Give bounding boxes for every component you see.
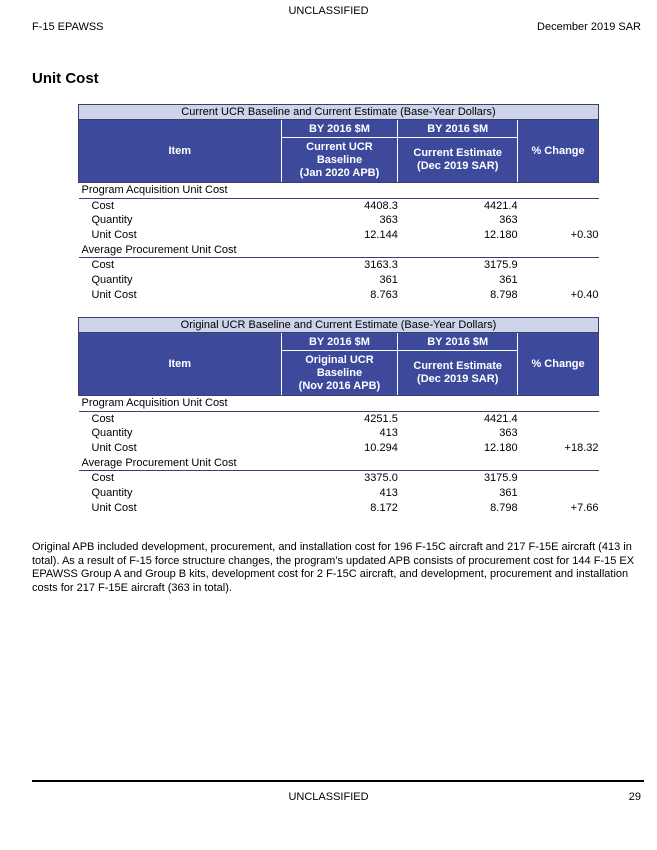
percent-change-value: +0.30 <box>570 228 599 241</box>
baseline-header-line: (Jan 2020 APB) <box>299 166 380 179</box>
group-label: Program Acquisition Unit Cost <box>81 397 228 409</box>
estimate-value: 12.180 <box>483 228 518 241</box>
table-row <box>79 288 599 303</box>
table-row <box>79 441 599 456</box>
row-label: Cost <box>79 411 282 426</box>
baseline-header-line: Current UCR <box>306 140 373 153</box>
table-row <box>79 426 599 441</box>
baseline-header-line: (Nov 2016 APB) <box>298 379 381 392</box>
baseline-header-line: Baseline <box>316 153 363 166</box>
row-label: Unit Cost <box>91 441 137 454</box>
estimate-column-header <box>398 138 518 183</box>
estimate-value: 3175.9 <box>398 258 518 273</box>
group-row <box>79 396 599 412</box>
estimate-currency-header: BY 2016 $M <box>398 120 518 138</box>
estimate-header-line: (Dec 2019 SAR) <box>417 160 499 172</box>
percent-change-value <box>518 258 599 273</box>
group-label: Average Procurement Unit Cost <box>81 243 237 256</box>
estimate-value: 361 <box>499 486 518 499</box>
baseline-value: 4251.5 <box>281 411 398 426</box>
table-row <box>79 486 599 501</box>
table-row <box>79 258 599 273</box>
baseline-value: 413 <box>379 486 398 499</box>
percent-change-value <box>518 426 599 441</box>
baseline-column-header <box>281 351 398 396</box>
baseline-value: 8.172 <box>370 501 398 514</box>
estimate-header-line: (Dec 2019 SAR) <box>417 373 499 385</box>
baseline-column-header <box>281 138 398 183</box>
row-label: Unit Cost <box>91 288 137 301</box>
table-row <box>79 273 599 288</box>
header-classification: UNCLASSIFIED <box>288 5 369 17</box>
baseline-value: 3163.3 <box>281 258 398 273</box>
table-caption: Original UCR Baseline and Current Estimate (Base-Year Dollars) <box>79 318 599 333</box>
section-title: Unit Cost <box>32 70 99 87</box>
estimate-value: 361 <box>499 273 518 286</box>
table-row <box>79 198 599 213</box>
baseline-value: 363 <box>379 214 398 227</box>
ucr-table <box>78 317 599 515</box>
group-row <box>79 456 599 471</box>
group-row <box>79 243 599 258</box>
percent-change-value <box>518 273 599 288</box>
table-row <box>79 228 599 243</box>
baseline-currency-header: BY 2016 $M <box>281 333 398 351</box>
row-label: Cost <box>79 198 282 213</box>
estimate-header-line: Current Estimate <box>413 360 503 372</box>
row-label: Unit Cost <box>91 501 137 514</box>
baseline-value: 361 <box>379 273 398 286</box>
percent-change-value: +0.40 <box>570 288 599 301</box>
estimate-value: 363 <box>499 427 518 440</box>
baseline-currency-header: BY 2016 $M <box>281 120 398 138</box>
baseline-value: 3375.0 <box>281 471 398 486</box>
row-label: Quantity <box>91 214 133 227</box>
group-label: Program Acquisition Unit Cost <box>81 184 228 196</box>
baseline-header-line: Original UCR <box>305 353 374 366</box>
baseline-header-line: Baseline <box>316 366 363 379</box>
row-label: Cost <box>79 258 282 273</box>
footer-classification: UNCLASSIFIED <box>288 791 369 803</box>
estimate-value: 8.798 <box>490 288 518 301</box>
apb-note: Original APB included development, procurement, and installation cost for 196 F-15C aircraft and 217 F-15E aircraft (413 in total). As a result of F-15 force structure changes, the program’s updated APB consists of procurement cost for 144 F-15 EX EPAWSS Group A and Group B kits, development cost for 2 F-15C aircraft, and development, procurement and installation costs for 217 F-15E aircraft (363 in total). <box>32 541 635 594</box>
row-label: Cost <box>79 471 282 486</box>
estimate-value: 3175.9 <box>398 471 518 486</box>
baseline-value: 8.763 <box>370 288 398 301</box>
table-caption: Current UCR Baseline and Current Estimate (Base-Year Dollars) <box>79 105 599 120</box>
page-number: 29 <box>628 791 641 803</box>
estimate-currency-header: BY 2016 $M <box>398 333 518 351</box>
estimate-value: 8.798 <box>490 501 518 514</box>
table-row <box>79 411 599 426</box>
baseline-value: 4408.3 <box>281 198 398 213</box>
baseline-value: 10.294 <box>364 441 398 454</box>
group-label: Average Procurement Unit Cost <box>81 456 237 469</box>
percent-change-value <box>518 198 599 213</box>
percent-change-value: +7.66 <box>570 501 599 514</box>
header-program: F-15 EPAWSS <box>32 21 104 33</box>
item-column-header: Item <box>79 120 282 183</box>
table-row <box>79 501 599 516</box>
baseline-value: 413 <box>379 427 398 440</box>
estimate-value: 12.180 <box>483 441 518 454</box>
estimate-value: 4421.4 <box>398 198 518 213</box>
estimate-value: 4421.4 <box>398 411 518 426</box>
percent-change-value <box>518 213 599 228</box>
row-label: Quantity <box>91 486 133 499</box>
percent-change-value <box>518 471 599 486</box>
baseline-value: 12.144 <box>364 228 398 241</box>
footer-rule <box>32 780 644 782</box>
table-row <box>79 213 599 228</box>
percent-change-header: % Change <box>518 120 599 183</box>
ucr-table <box>78 104 599 302</box>
estimate-value: 363 <box>499 214 518 227</box>
group-row <box>79 183 599 199</box>
estimate-header-line: Current Estimate <box>413 147 503 159</box>
percent-change-value <box>518 411 599 426</box>
table-row <box>79 471 599 486</box>
item-column-header: Item <box>79 333 282 396</box>
percent-change-value <box>518 486 599 501</box>
row-label: Quantity <box>91 273 133 286</box>
percent-change-value: +18.32 <box>564 441 599 454</box>
estimate-column-header <box>398 351 518 396</box>
row-label: Unit Cost <box>91 228 137 241</box>
percent-change-header: % Change <box>518 333 599 396</box>
header-report: December 2019 SAR <box>537 21 641 33</box>
row-label: Quantity <box>91 427 133 440</box>
